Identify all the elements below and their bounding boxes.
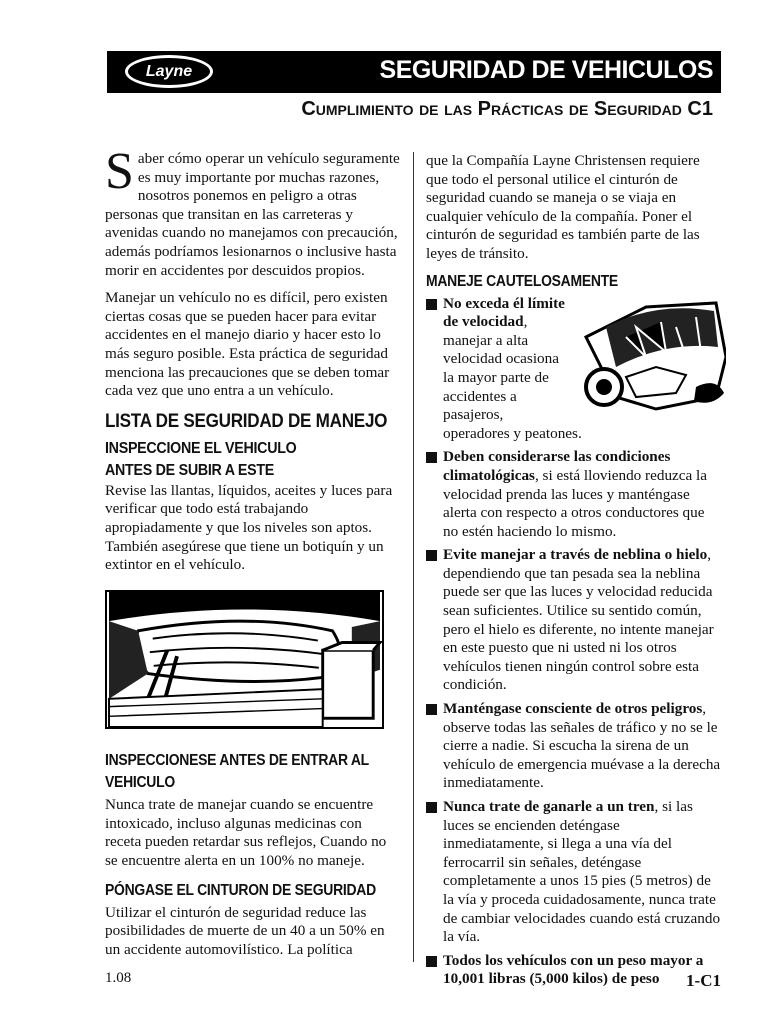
header-title: SEGURIDAD DE VEHICULOS xyxy=(379,56,713,84)
bullet-square-icon xyxy=(426,550,437,561)
paragraph-self: Nunca trate de manejar cuando se encuentre intoxicado, incluso algunas medicinas con receta pueden retardar sus reflejos, Cuando no se encuentre alerta en un 100% no maneje. xyxy=(105,796,387,870)
right-column xyxy=(426,152,722,994)
page-subtitle: Cumplimiento de las Prácticas de Seguridad C1 xyxy=(301,98,713,120)
intro-paragraph: Saber cómo operar un vehículo seguramente es muy importante por muchas razones, nosotros ponemos en peligro a otras personas que transitan en las carreteras y avenidas cuando no manejamos con precaución, además podríamos lesionarnos o inclusive hasta morir en accidentes por descuidos propios. xyxy=(105,143,400,279)
heading-belt: PÓNGASE EL CINTURON DE SEGURIDAD xyxy=(105,881,376,899)
bullet-item: Evite manejar a través de neblina o hielo, dependiendo que tan pesada sea la neblina puede ser que las luces y velocidad reducida sean suficientes. Utilice su sentido común, pero el hielo es diferente, no intente manejar en este puesto que ni usted ni los otros vehículos tienen ningún control sobre esta condición. xyxy=(426,546,722,695)
paragraph-2: Manejar un vehículo no es difícil, pero existen ciertas cosas que se pueden hacer para evitar accidentes en el manejo diario y hacer esto lo más seguro posible. Esta práctica de seguridad menciona las precauciones que se deben tomar cada vez que uno entra a un vehículo. xyxy=(105,289,390,400)
bullet-item: Nunca trate de ganarle a un tren, si las luces se encienden deténgase inmediatamente, si llega a una vía del ferrocarril sin señales, deténgase completamente a unos 15 pies (5 metros) de la vía y proceda cuidadosamente, nunca trate de cambiar velocidades cuando está cruzando la vía. xyxy=(426,798,722,947)
heading-lista: LISTA DE SEGURIDAD DE MANEJO xyxy=(105,410,388,432)
heading-self-1: INSPECCIONESE ANTES DE ENTRAR AL xyxy=(105,752,369,770)
heading-careful: MANEJE CAUTELOSAMENTE xyxy=(426,272,618,290)
footer-date: 1.08 xyxy=(105,970,132,986)
bullet-square-icon xyxy=(426,299,437,310)
bullet-square-icon xyxy=(426,956,437,967)
page-number: 1-C1 xyxy=(686,971,721,990)
bullet-square-icon xyxy=(426,802,437,813)
heading-self-2: VEHICULO xyxy=(105,774,175,792)
bullet-item: No exceda él límite de velocidad, manejar a alta velocidad ocasiona la mayor parte de accidentes a pasajeros, operadores y peatones. xyxy=(426,295,722,444)
crash-illustration xyxy=(576,297,726,415)
layne-logo xyxy=(125,55,213,88)
column-divider xyxy=(413,152,414,962)
bullet-item: Manténgase consciente de otros peligros, observe todas las señales de tráfico y no se le cierre a nadie. Si escucha la sirena de un vehículo de emergencia muévase a la derecha inmediatamente. xyxy=(426,700,722,793)
bullet-square-icon xyxy=(426,704,437,715)
logo-text: Layne xyxy=(145,62,193,80)
drop-cap: S xyxy=(105,143,134,200)
paragraph-inspect: Revise las llantas, líquidos, aceites y luces para verificar que todo está trabajando apropiadamente y que los niveles son aptos. También asegúrese que tiene un botiquín y un extintor en el vehículo. xyxy=(105,481,393,574)
paragraph-belt: Utilizar el cinturón de seguridad reduce las posibilidades de muerte de un 40 a un 50% en un accidente automovilístico. La política xyxy=(105,903,385,958)
bullet-item: Deben considerarse las condiciones climatológicas, si está lloviendo reduzca la velocidad prenda las luces y manténgase alerta con respecto a otros conductores que no estén haciendo lo mismo. xyxy=(426,448,722,541)
left-column xyxy=(105,143,401,968)
trunk-illustration xyxy=(105,590,384,729)
bullet-square-icon xyxy=(426,452,437,463)
heading-inspect-1: INSPECCIONE EL VEHICULO xyxy=(105,439,297,457)
bullet-item: Todos los vehículos con un peso mayor a 10,001 libras (5,000 kilos) de peso xyxy=(426,952,722,989)
paragraph-belt-cont: que la Compañía Layne Christensen requiere que todo el personal utilice el cinturón de seguridad cuando se maneja o se viaja en cualquier vehículo de la compañía. Poner el cinturón de seguridad es también parte de las leyes de tránsito. xyxy=(426,152,700,262)
heading-inspect-2: ANTES DE SUBIR A ESTE xyxy=(105,461,275,479)
header-bar xyxy=(107,51,721,93)
